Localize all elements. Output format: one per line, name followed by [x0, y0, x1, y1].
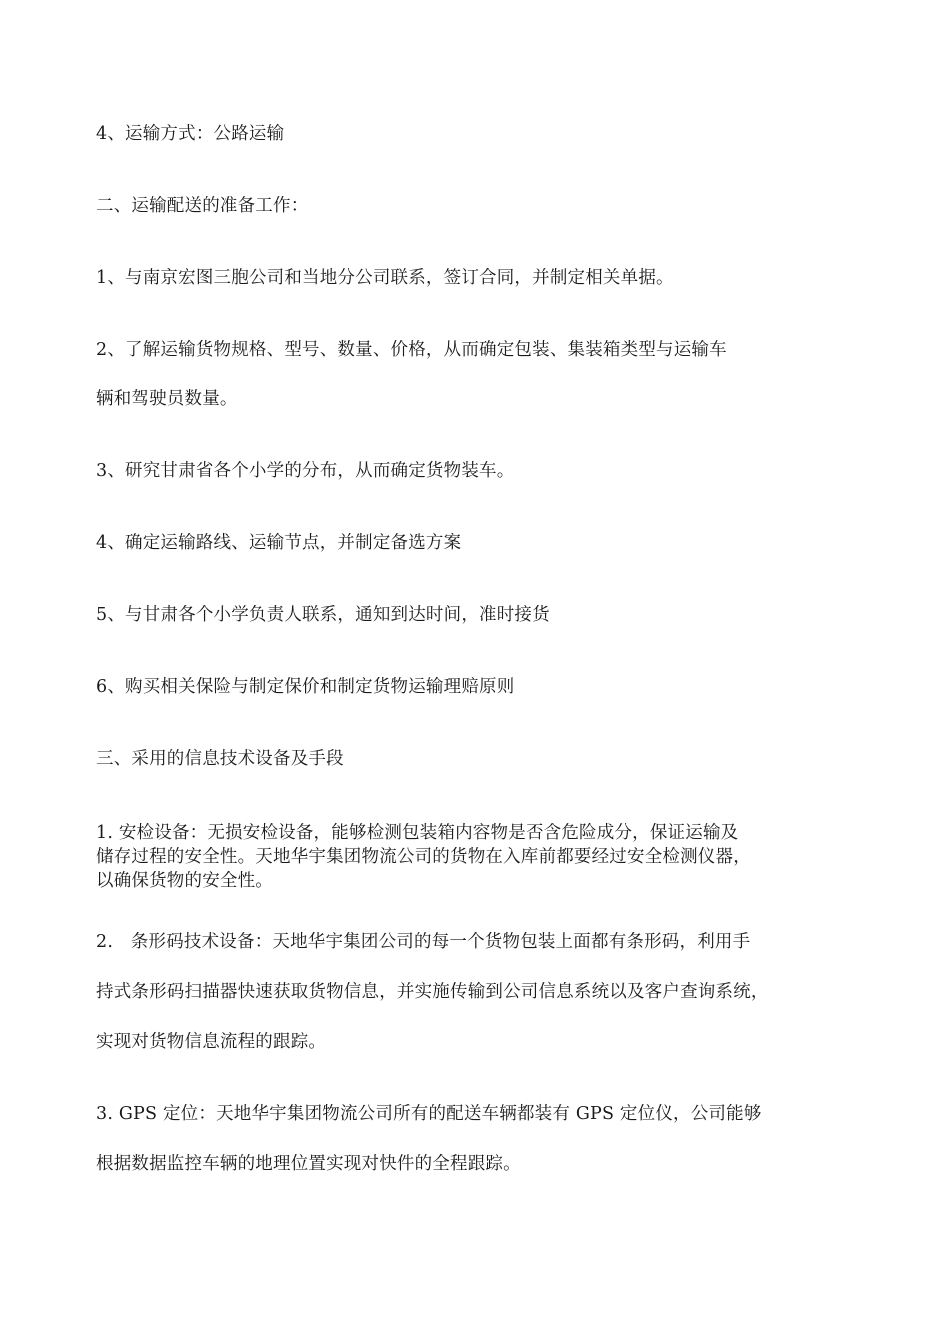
text-line-prep-4: 4、确定运输路线、运输节点，并制定备选方案 [96, 533, 462, 553]
text-line-gps-1: 3. GPS 定位：天地华宇集团物流公司所有的配送车辆都装有 GPS 定位仪，公司能够 [96, 1104, 762, 1124]
text-line-prep-2: 2、了解运输货物规格、型号、数量、价格，从而确定包装、集装箱类型与运输车 [96, 340, 727, 360]
text-line-prep-3: 3、研究甘肃省各个小学的分布，从而确定货物装车。 [96, 461, 515, 481]
text-line-prep-5: 5、与甘肃各个小学负责人联系，通知到达时间，准时接货 [96, 605, 550, 625]
section-heading-preparation: 二、运输配送的准备工作： [96, 196, 309, 216]
text-line-prep-2-cont: 辆和驾驶员数量。 [96, 389, 238, 409]
text-line-prep-6: 6、购买相关保险与制定保价和制定货物运输理赔原则 [96, 677, 515, 697]
section-heading-it-equipment: 三、采用的信息技术设备及手段 [96, 749, 344, 769]
text-line-barcode-1: 2. 条形码技术设备：天地华宇集团公司的每一个货物包装上面都有条形码，利用手 [96, 932, 751, 952]
paragraph-line: 1. 安检设备：无损安检设备，能够检测包装箱内容物是否含危险成分，保证运输及 [96, 823, 739, 843]
paragraph-line: 以确保货物的安全性。 [96, 871, 273, 891]
text-line-prep-1: 1、与南京宏图三胞公司和当地分公司联系，签订合同，并制定相关单据。 [96, 268, 674, 288]
text-line-barcode-2: 持式条形码扫描器快速获取货物信息，并实施传输到公司信息系统以及客户查询系统， [96, 982, 769, 1002]
paragraph-line: 储存过程的安全性。天地华宇集团物流公司的货物在入库前都要经过安全检测仪器， [96, 847, 751, 867]
text-line-transport-mode: 4、运输方式：公路运输 [96, 124, 285, 144]
text-line-gps-2: 根据数据监控车辆的地理位置实现对快件的全程跟踪。 [96, 1154, 521, 1174]
paragraph-security-inspection [96, 821, 751, 893]
text-line-barcode-3: 实现对货物信息流程的跟踪。 [96, 1032, 327, 1052]
